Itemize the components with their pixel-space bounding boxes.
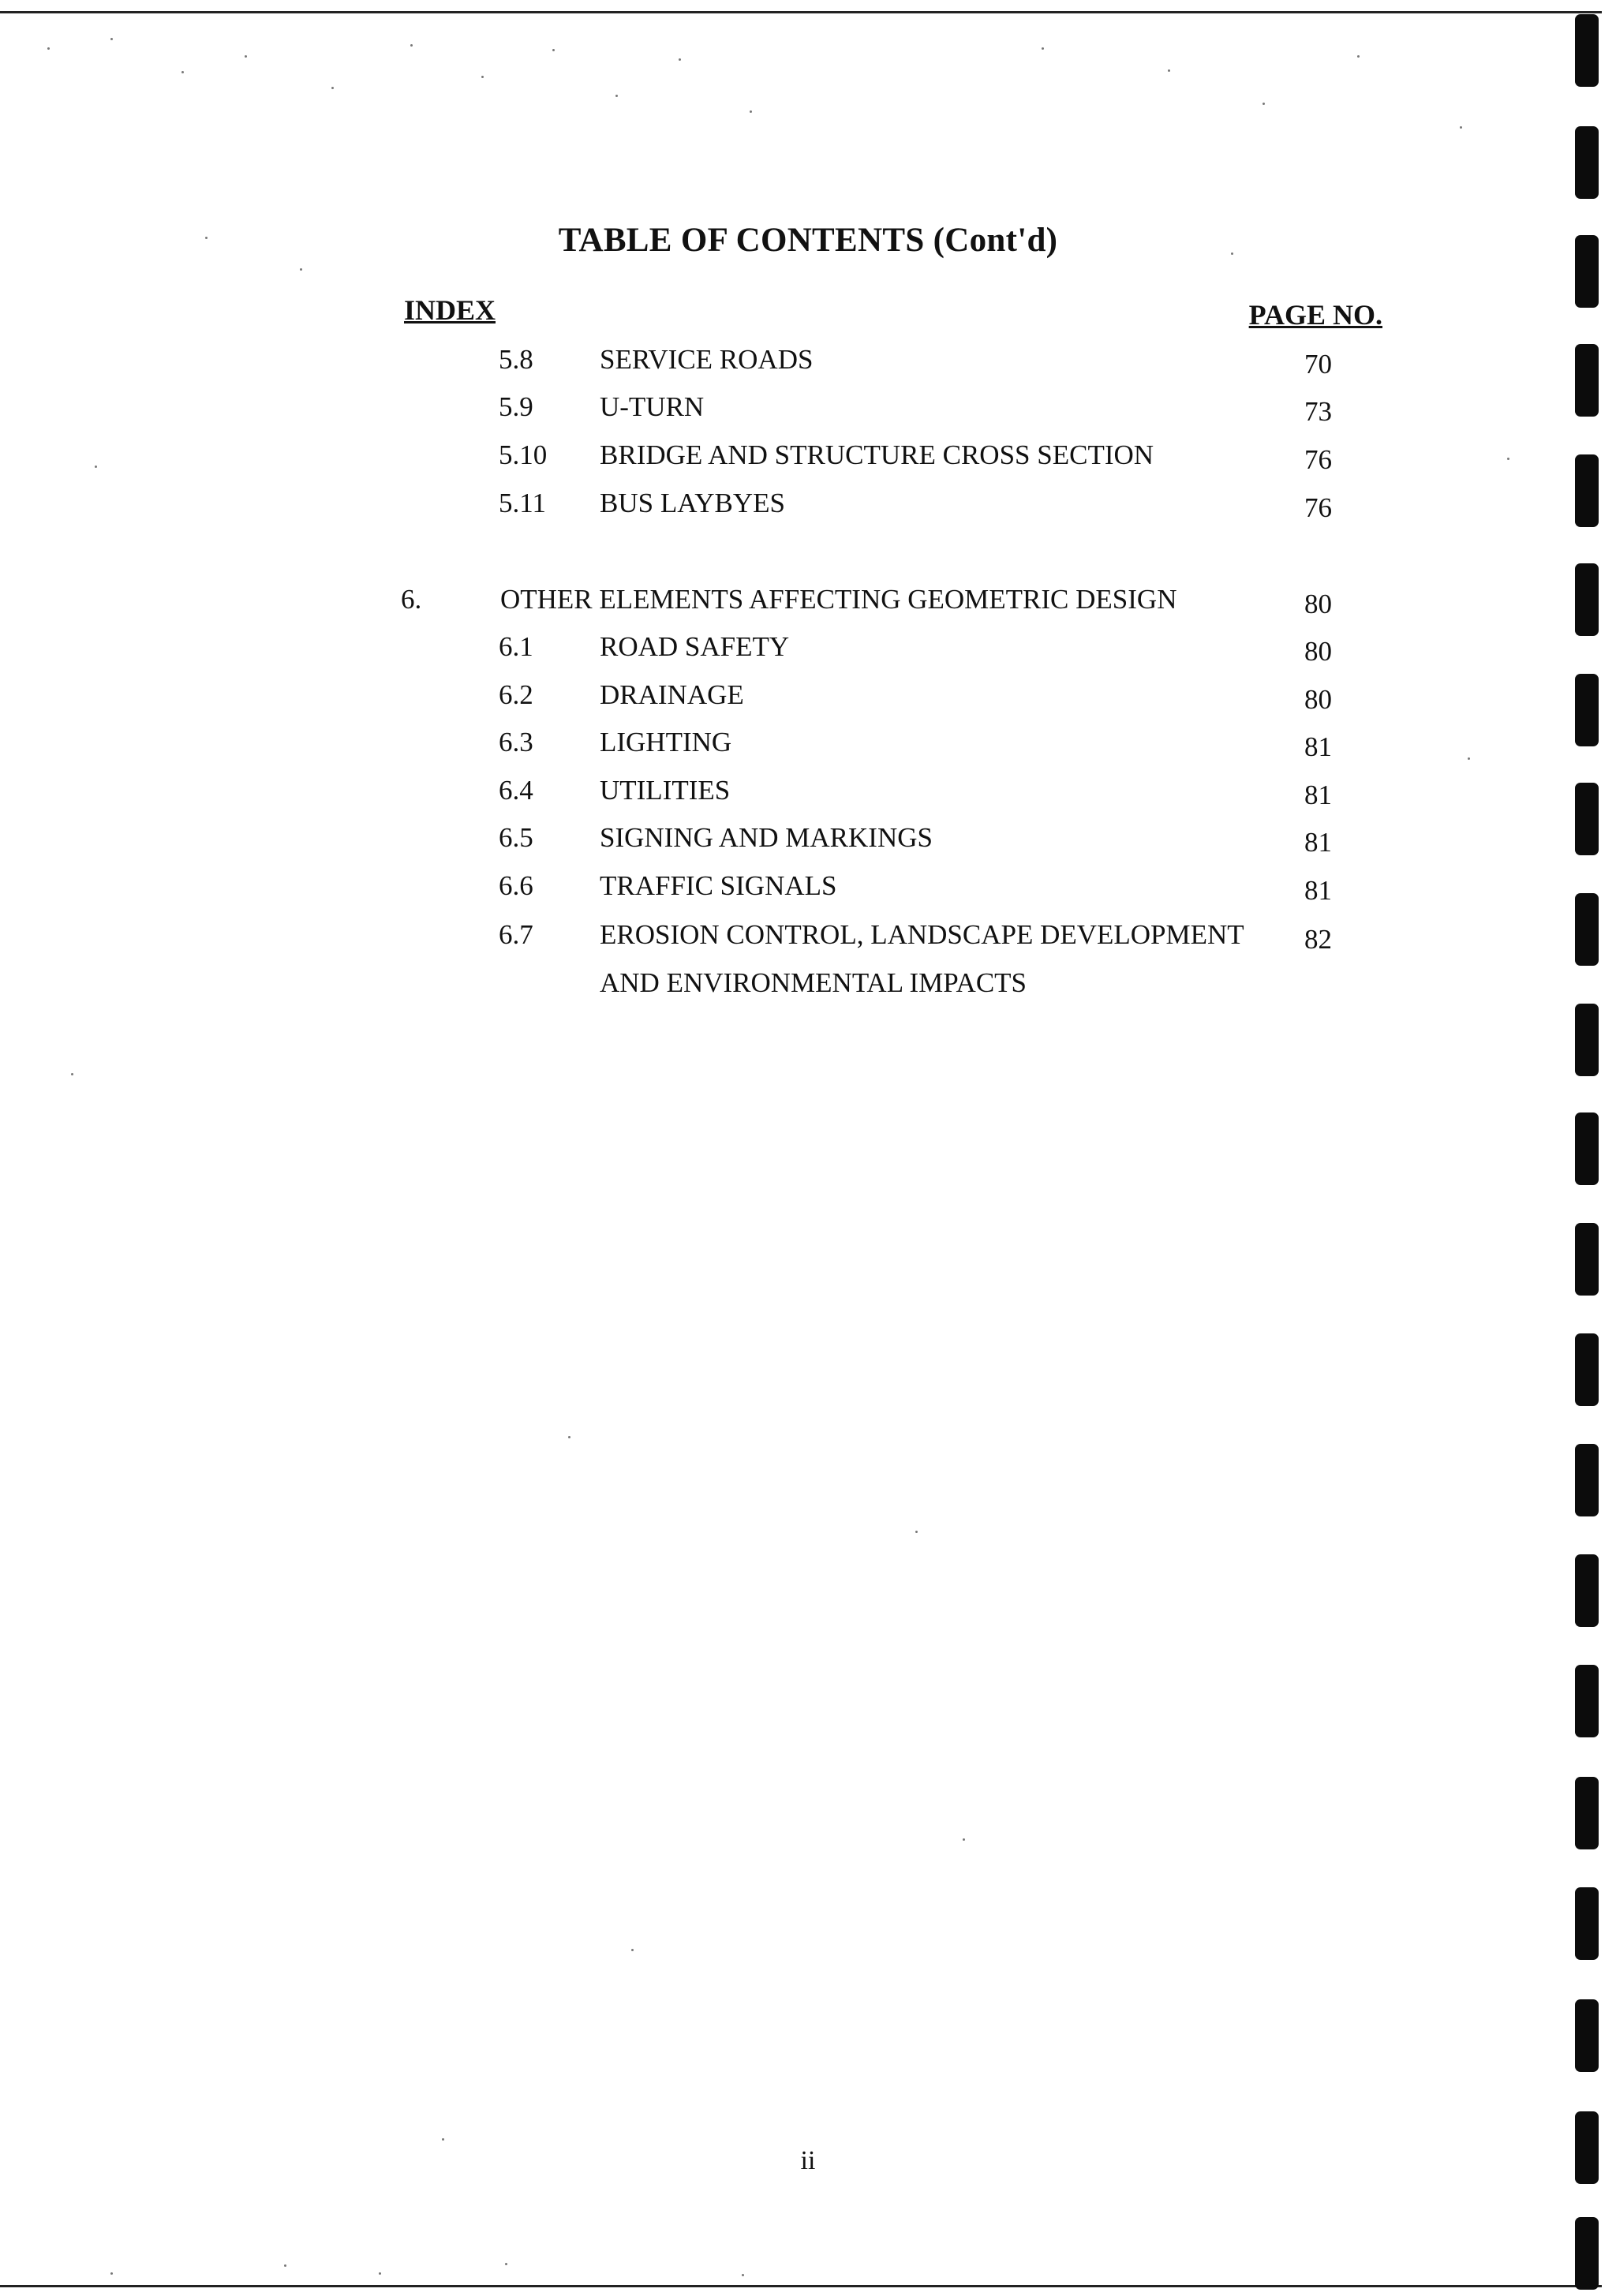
- entry-title: SERVICE ROADS: [600, 344, 814, 375]
- entry-page-number: 81: [1304, 875, 1332, 906]
- entry-number: 5.9: [499, 391, 533, 422]
- binding-hole: [1575, 1665, 1599, 1737]
- entry-number: 5.8: [499, 344, 533, 375]
- toc-entry: [0, 775, 1616, 822]
- toc-entry: [0, 391, 1616, 439]
- binding-hole: [1575, 2217, 1599, 2290]
- page-number-column-header: PAGE NO.: [1248, 299, 1382, 331]
- toc-section-entry: [0, 584, 1616, 631]
- entry-title: UTILITIES: [600, 775, 731, 806]
- entry-title-continuation: AND ENVIRONMENTAL IMPACTS: [600, 967, 1027, 998]
- entry-page-number: 73: [1304, 396, 1332, 427]
- entry-page-number: 80: [1304, 636, 1332, 667]
- entry-page-number: 80: [1304, 684, 1332, 715]
- entry-page-number: 76: [1304, 444, 1332, 475]
- entry-page-number: 70: [1304, 349, 1332, 380]
- section-title: OTHER ELEMENTS AFFECTING GEOMETRIC DESIGN: [500, 584, 1177, 615]
- binding-hole: [1575, 1999, 1599, 2072]
- binding-hole: [1575, 1004, 1599, 1076]
- entry-number: 6.2: [499, 679, 533, 710]
- index-column-header: INDEX: [404, 294, 496, 326]
- footer-page-number: ii: [800, 2146, 816, 2175]
- toc-entry: [0, 822, 1616, 869]
- entry-page-number: 81: [1304, 827, 1332, 858]
- entry-number: 5.11: [499, 488, 546, 518]
- page-title: TABLE OF CONTENTS (Cont'd): [558, 222, 1058, 259]
- entry-title: BRIDGE AND STRUCTURE CROSS SECTION: [600, 439, 1154, 470]
- binding-hole: [1575, 1444, 1599, 1516]
- binding-hole: [1575, 1887, 1599, 1960]
- entry-number: 6.1: [499, 631, 533, 662]
- entry-page-number: 81: [1304, 780, 1332, 810]
- section-number: 6.: [401, 584, 422, 615]
- entry-number: 6.3: [499, 727, 533, 757]
- entry-page-number: 82: [1304, 924, 1332, 955]
- binding-hole: [1575, 14, 1599, 87]
- binding-hole: [1575, 1333, 1599, 1406]
- entry-number: 6.6: [499, 870, 533, 901]
- entry-title: BUS LAYBYES: [600, 488, 786, 518]
- entry-page-number: 76: [1304, 492, 1332, 523]
- entry-number: 5.10: [499, 439, 548, 470]
- entry-number: 6.7: [499, 919, 533, 950]
- bottom-border-line: [0, 2285, 1602, 2287]
- toc-entry: [0, 870, 1616, 918]
- binding-hole: [1575, 1112, 1599, 1185]
- entry-page-number: 81: [1304, 731, 1332, 762]
- entry-title: EROSION CONTROL, LANDSCAPE DEVELOPMENT: [600, 919, 1244, 950]
- entry-title: SIGNING AND MARKINGS: [600, 822, 933, 853]
- toc-entry: [0, 488, 1616, 535]
- toc-entry: [0, 631, 1616, 679]
- binding-hole: [1575, 1554, 1599, 1627]
- top-border-line: [0, 11, 1602, 13]
- entry-page-number: 80: [1304, 589, 1332, 619]
- binding-hole: [1575, 1777, 1599, 1849]
- binding-hole: [1575, 126, 1599, 199]
- entry-title: DRAINAGE: [600, 679, 744, 710]
- binding-hole: [1575, 1223, 1599, 1296]
- entry-number: 6.5: [499, 822, 533, 853]
- toc-entry: [0, 919, 1616, 967]
- toc-entry: [0, 344, 1616, 391]
- toc-entry: [0, 727, 1616, 774]
- entry-title: LIGHTING: [600, 727, 732, 757]
- toc-entry: [0, 439, 1616, 487]
- entry-title: ROAD SAFETY: [600, 631, 790, 662]
- entry-title: TRAFFIC SIGNALS: [600, 870, 837, 901]
- entry-title: U-TURN: [600, 391, 705, 422]
- entry-number: 6.4: [499, 775, 533, 806]
- toc-entry: [0, 679, 1616, 727]
